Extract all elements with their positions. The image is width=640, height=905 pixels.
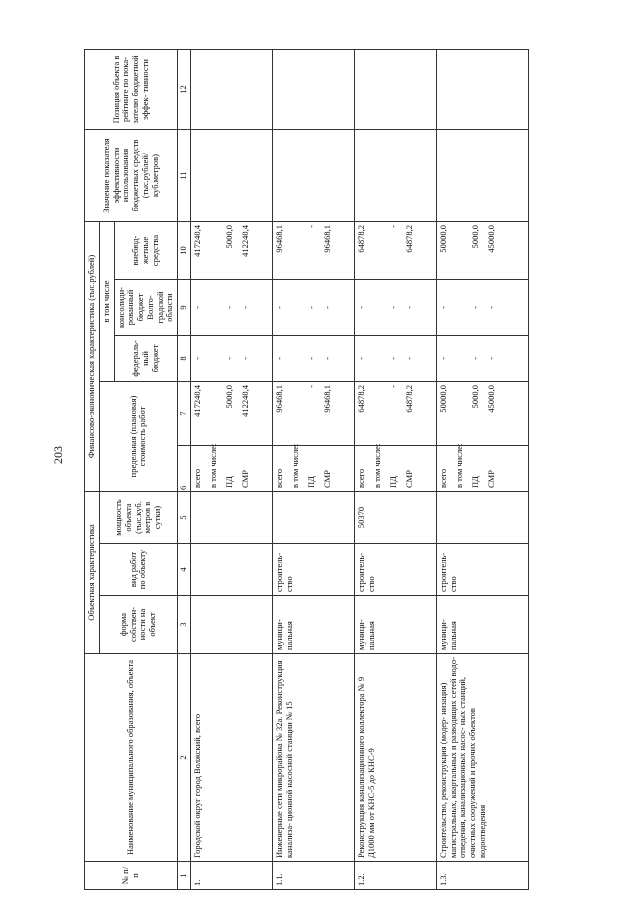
page-number: 203 (51, 446, 65, 464)
extra-value-line: 64878,2 (403, 224, 414, 253)
regional-value-line: - (469, 306, 480, 309)
financial-table (84, 49, 529, 890)
header-ownership: форма собствен- ности на объект (99, 596, 177, 654)
table-body (190, 49, 528, 889)
cost-value-line: 50000,0 (437, 384, 448, 413)
regional-value-line (209, 283, 225, 332)
federal-value (272, 335, 354, 381)
header-num: № п/п (85, 862, 178, 890)
cost-value-line: 5000,0 (469, 384, 480, 409)
cost-value-line: 96468,1 (321, 384, 332, 413)
regional-value-line: - (305, 306, 316, 309)
cost-label-line: ПД (305, 476, 316, 488)
column-number-cell: 11 (178, 129, 191, 221)
object-name: Строительство, реконструкция (модер- низация) магистральных, квартальных и разводящих сетей водо- отведения, канализационных насос- ных станций, очистных сооружений и прочих объектов водоотведения (436, 654, 528, 862)
regional-value-line: - (239, 306, 250, 309)
capacity (436, 491, 528, 543)
cost-label-line: СМР (485, 470, 496, 488)
cost-label-line: всего (191, 468, 202, 488)
rotated-table-sheet (84, 50, 624, 890)
table-row (354, 49, 436, 889)
cost-label-line: СМР (239, 470, 250, 488)
cost-value-line: 45000,0 (485, 384, 496, 413)
column-number-cell: 8 (178, 335, 191, 381)
header-regional: консолиди- рованный бюджет Волго- градской области (114, 279, 178, 335)
cost-value-line (209, 385, 225, 442)
cost-label (436, 445, 528, 491)
cost-label-line: ПД (469, 476, 480, 488)
column-number-cell: 1 (178, 862, 191, 890)
federal-value-line: - (239, 357, 250, 360)
column-number-row (178, 49, 191, 889)
regional-value-line: - (437, 306, 448, 309)
extra-value-line: 45000,0 (485, 224, 496, 253)
extra-value-line: 64878,2 (355, 224, 366, 253)
column-number-cell: 12 (178, 49, 191, 129)
column-number-cell: 4 (178, 544, 191, 596)
header-cost: предельная (плановая) стоимость работ (99, 381, 177, 491)
ownership: муници- пальная (436, 596, 528, 654)
object-name: Реконструкция канализационного коллектора № 9 Д1000 мм от КНС-5 до КНС-9 (354, 654, 436, 862)
rating-value (272, 49, 354, 129)
ownership: муници- пальная (272, 596, 354, 654)
federal-value-line (373, 339, 389, 378)
column-number-cell: 10 (178, 221, 191, 279)
efficiency-value (190, 129, 272, 221)
federal-value-line: - (305, 357, 316, 360)
regional-value-line (291, 283, 307, 332)
federal-value-line (209, 339, 225, 378)
cost-label (272, 445, 354, 491)
cost-value-line: - (387, 384, 398, 388)
extra-value (354, 221, 436, 279)
regional-value-line: - (387, 306, 398, 309)
table-row (190, 49, 272, 889)
efficiency-value (354, 129, 436, 221)
cost-label-line: в том числе: (371, 443, 382, 488)
extra-value-line: - (387, 224, 398, 228)
cost-label-line: ПД (387, 476, 398, 488)
federal-value-line: - (403, 357, 414, 360)
column-number-cell: 2 (178, 654, 191, 862)
regional-value (354, 279, 436, 335)
cost-label (354, 445, 436, 491)
federal-value (354, 335, 436, 381)
work-type: строитель- ство (436, 544, 528, 596)
column-number-cell: 3 (178, 596, 191, 654)
cost-value-line: 5000,0 (223, 384, 234, 409)
federal-value-line (291, 339, 307, 378)
header-financial-characteristics: Финансово-экономическая характеристика (тыс.рублей) (85, 221, 100, 491)
table-row (436, 49, 528, 889)
regional-value-line: - (485, 306, 496, 309)
extra-value-line: 417240,4 (191, 224, 202, 257)
extra-value-line: 5000,0 (223, 224, 234, 249)
header-name: Наименование муниципального образования, объекта (85, 654, 178, 862)
cost-label-line: всего (273, 468, 284, 488)
federal-value-line: - (437, 357, 448, 360)
extra-value-line (373, 225, 389, 276)
header-extra: внебюд- жетные средства (114, 221, 178, 279)
extra-value-line: 412240,4 (239, 224, 250, 257)
cost-value-line (373, 385, 389, 442)
regional-value-line: - (355, 306, 366, 309)
column-number-cell: 9 (178, 279, 191, 335)
cost-value-line (291, 385, 307, 442)
column-number-cell: 6 (178, 445, 191, 491)
rating-value (190, 49, 272, 129)
federal-value-line (455, 339, 471, 378)
header-capacity: мощность объекта (тыс.куб. метров в сутки) (99, 491, 177, 543)
cost-value-line (455, 385, 471, 442)
cost-value-line: 412240,4 (239, 384, 250, 417)
regional-value-line: - (321, 306, 332, 309)
capacity: 50370 (354, 491, 436, 543)
regional-value-line (455, 283, 471, 332)
work-type (190, 544, 272, 596)
federal-value-line: - (273, 357, 284, 360)
header-rating: Позиция объекта в рейтинге по пока- зателю бюджетной эффек- тивности (85, 49, 178, 129)
work-type: строитель- ство (354, 544, 436, 596)
cost-value-line: - (305, 384, 316, 388)
cost-label-line: ПД (223, 476, 234, 488)
extra-value-line (209, 225, 225, 276)
rating-value (354, 49, 436, 129)
federal-value-line: - (191, 357, 202, 360)
federal-value-line: - (469, 357, 480, 360)
regional-value (272, 279, 354, 335)
federal-value-line: - (321, 357, 332, 360)
header-object-characteristics: Объектная характеристика (85, 491, 100, 653)
cost-value-line: 417240,4 (191, 384, 202, 417)
regional-value-line: - (191, 306, 202, 309)
ownership (190, 596, 272, 654)
capacity (272, 491, 354, 543)
ownership: муници- пальная (354, 596, 436, 654)
cost-label-line: всего (437, 468, 448, 488)
extra-value (190, 221, 272, 279)
efficiency-value (272, 129, 354, 221)
extra-value-line: 96468,1 (273, 224, 284, 253)
extra-value-line: 96468,1 (321, 224, 332, 253)
header-efficiency: Значение показателя эффективности использования бюджетных средств (тыс.рублей/ куб.метров) (85, 129, 178, 221)
cost-label-line: в том числе: (207, 443, 218, 488)
cost-label (190, 445, 272, 491)
row-number: 1.1. (272, 862, 354, 890)
cost-value (354, 381, 436, 445)
federal-value-line: - (223, 357, 234, 360)
regional-value-line: - (403, 306, 414, 309)
cost-value (190, 381, 272, 445)
extra-value-line: 50000,0 (437, 224, 448, 253)
column-number-cell: 5 (178, 491, 191, 543)
extra-value-line (291, 225, 307, 276)
extra-value-line: - (305, 224, 316, 228)
cost-value-line: 64878,2 (403, 384, 414, 413)
cost-label-line: в том числе: (453, 443, 464, 488)
header-work-type: вид работ по объекту (99, 544, 177, 596)
capacity (190, 491, 272, 543)
regional-value (436, 279, 528, 335)
header-federal: федераль- ный бюджет (114, 335, 178, 381)
object-name: Городской округ город Волжский, всего (190, 654, 272, 862)
table-row (272, 49, 354, 889)
extra-value (272, 221, 354, 279)
extra-value-line (455, 225, 471, 276)
federal-value (436, 335, 528, 381)
header-including: в том числе (99, 221, 114, 381)
object-name: Инженерные сети микрорайона № 32а. Реконструкция канализа- ционной насосной станции № 15 (272, 654, 354, 862)
federal-value-line: - (355, 357, 366, 360)
cost-label-line: СМР (403, 470, 414, 488)
cost-label-line: в том числе: (289, 443, 300, 488)
cost-value (272, 381, 354, 445)
row-number: 1. (190, 862, 272, 890)
row-number: 1.3. (436, 862, 528, 890)
federal-value-line: - (485, 357, 496, 360)
extra-value-line: 5000,0 (469, 224, 480, 249)
column-number-cell: 7 (178, 381, 191, 445)
efficiency-value (436, 129, 528, 221)
cost-value (436, 381, 528, 445)
regional-value-line: - (273, 306, 284, 309)
cost-value-line: 64878,2 (355, 384, 366, 413)
cost-label-line: СМР (321, 470, 332, 488)
federal-value-line: - (387, 357, 398, 360)
regional-value-line (373, 283, 389, 332)
federal-value (190, 335, 272, 381)
regional-value-line: - (223, 306, 234, 309)
cost-label-line: всего (355, 468, 366, 488)
extra-value (436, 221, 528, 279)
cost-value-line: 96468,1 (273, 384, 284, 413)
work-type: строитель- ство (272, 544, 354, 596)
row-number: 1.2. (354, 862, 436, 890)
rating-value (436, 49, 528, 129)
regional-value (190, 279, 272, 335)
